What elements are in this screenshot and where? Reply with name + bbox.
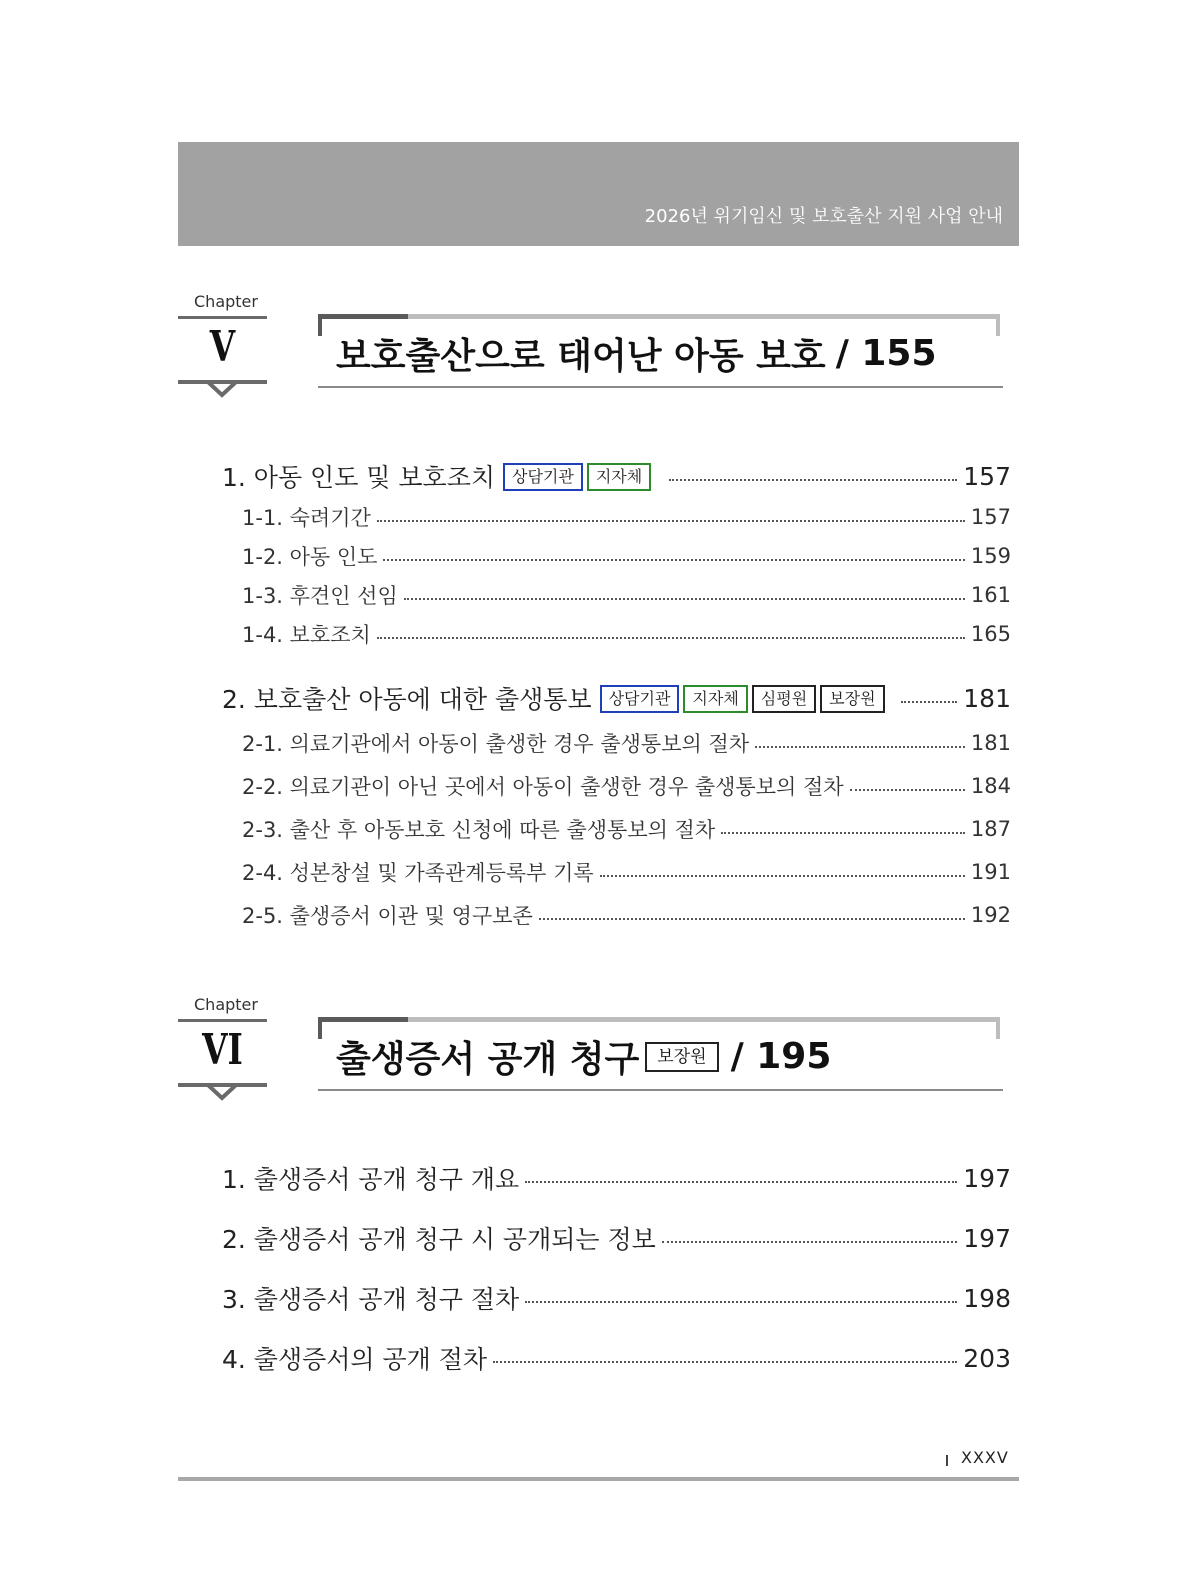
page-number: XXXV: [961, 1448, 1009, 1467]
toc-entry[interactable]: [222, 680, 1011, 716]
toc-entry[interactable]: [222, 1160, 1011, 1196]
dot-leader: [404, 598, 965, 600]
toc-page-number: 198: [963, 1283, 1011, 1313]
toc-page-number: 161: [970, 583, 1011, 607]
dot-leader: [901, 701, 958, 703]
toc-entry[interactable]: [222, 458, 1011, 494]
dot-leader: [669, 479, 957, 481]
toc-subentry-title: 1-4. 보호조치: [242, 623, 371, 647]
toc-subentry[interactable]: [242, 900, 1011, 930]
toc-page-number: 187: [970, 817, 1011, 841]
toc-entry[interactable]: [222, 1340, 1011, 1376]
toc-subentry-title: 2-5. 출생증서 이관 및 영구보존: [242, 904, 533, 928]
dot-leader: [600, 875, 965, 877]
toc-entry[interactable]: [222, 1280, 1011, 1316]
toc-subentry-title: 1-2. 아동 인도: [242, 545, 378, 569]
toc-subentry-title: 1-3. 후견인 선임: [242, 584, 398, 608]
toc-page-number: 181: [963, 683, 1011, 713]
header-band: [178, 142, 1019, 246]
badge-local-gov: 지자체: [587, 463, 651, 491]
badge-ncrc: 보장원: [645, 1042, 718, 1072]
badge-local-gov: 지자체: [683, 685, 747, 713]
toc-page-number: 197: [963, 1163, 1011, 1193]
chapter-title-text: 보호출산으로 태어난 아동 보호: [336, 336, 826, 377]
footer-mark: [946, 1455, 948, 1466]
toc-page-number: 165: [970, 622, 1011, 646]
badge-ncrc: 보장원: [820, 685, 884, 713]
dot-leader: [539, 918, 965, 920]
badge-counseling: 상담기관: [600, 685, 680, 713]
toc-subentry[interactable]: [242, 580, 1011, 610]
chevron-down-icon: [178, 378, 267, 400]
toc-subentry[interactable]: [242, 502, 1011, 532]
chapter-number: V: [209, 322, 236, 371]
toc-subentry-title: 2-2. 의료기관이 아닌 곳에서 아동이 출생한 경우 출생통보의 절차: [242, 775, 844, 799]
toc-page-number: 191: [970, 860, 1011, 884]
toc-subentry-title: 2-3. 출산 후 아동보호 신청에 따른 출생통보의 절차: [242, 818, 716, 842]
chapter-title-text: 출생증서 공개 청구: [336, 1039, 640, 1080]
dot-leader: [850, 789, 965, 791]
toc-entry-title: 1. 아동 인도 및 보호조치: [222, 463, 495, 492]
toc-subentry[interactable]: [242, 857, 1011, 887]
chapter-title-frame: [318, 314, 1003, 388]
dot-leader: [755, 746, 965, 748]
dot-leader: [377, 520, 965, 522]
dot-leader: [525, 1181, 957, 1183]
toc-entry-title: 3. 출생증서 공개 청구 절차: [222, 1285, 520, 1314]
chapter-number: VI: [202, 1025, 243, 1074]
toc-page-number: 192: [970, 903, 1011, 927]
toc-entry[interactable]: [222, 1220, 1011, 1256]
dot-leader: [383, 559, 964, 561]
dot-leader: [377, 637, 965, 639]
toc-subentry[interactable]: [242, 541, 1011, 571]
dot-leader: [493, 1361, 957, 1363]
toc-subentry-title: 2-1. 의료기관에서 아동이 출생한 경우 출생통보의 절차: [242, 732, 750, 756]
footer-divider: [178, 1477, 1019, 1481]
dot-leader: [525, 1301, 957, 1303]
toc-page-number: 181: [970, 731, 1011, 755]
toc-page-number: 197: [963, 1223, 1011, 1253]
toc-page-number: 159: [970, 544, 1011, 568]
chapter-label: Chapter: [194, 292, 258, 311]
toc-subentry[interactable]: [242, 728, 1011, 758]
dot-leader: [721, 832, 965, 834]
document-title: 2026년 위기임신 및 보호출산 지원 사업 안내: [644, 206, 1003, 227]
toc-subentry[interactable]: [242, 814, 1011, 844]
toc-page-number: 184: [970, 774, 1011, 798]
toc-subentry-title: 2-4. 성본창설 및 가족관계등록부 기록: [242, 861, 594, 885]
toc-page-number: 157: [970, 505, 1011, 529]
toc-page-number: 203: [963, 1343, 1011, 1373]
toc-entry-title: 1. 출생증서 공개 청구 개요: [222, 1165, 520, 1194]
chapter-divider: [178, 316, 267, 319]
toc-entry-title: 4. 출생증서의 공개 절차: [222, 1345, 488, 1374]
toc-subentry-title: 1-1. 숙려기간: [242, 506, 371, 530]
chapter-title-frame: [318, 1017, 1003, 1091]
chapter-page: / 155: [835, 333, 937, 374]
badge-counseling: 상담기관: [503, 463, 583, 491]
toc-subentry[interactable]: [242, 771, 1011, 801]
chapter-title[interactable]: [336, 1031, 831, 1082]
toc-page-number: 157: [963, 461, 1011, 491]
toc-entry-title: 2. 출생증서 공개 청구 시 공개되는 정보: [222, 1225, 656, 1254]
chapter-page: / 195: [730, 1036, 832, 1077]
chapter-label: Chapter: [194, 995, 258, 1014]
dot-leader: [662, 1241, 957, 1243]
badge-hira: 심평원: [752, 685, 816, 713]
chevron-down-icon: [178, 1081, 267, 1103]
toc-entry-title: 2. 보호출산 아동에 대한 출생통보: [222, 685, 592, 714]
chapter-divider: [178, 1019, 267, 1022]
toc-subentry[interactable]: [242, 619, 1011, 649]
chapter-title[interactable]: [336, 328, 937, 379]
